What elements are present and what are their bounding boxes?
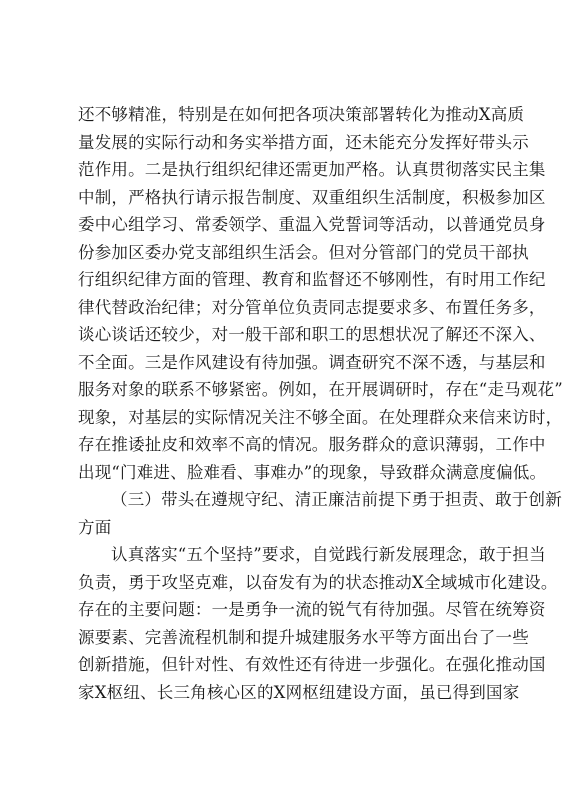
section-heading-line: 方面 [78, 517, 112, 537]
text-line: 源要素、完善流程机制和提升城建服务水平等方面出台了一些 [78, 627, 529, 647]
text-line: 存在的主要问题：一是勇争一流的锐气有待加强。尽管在统筹资 [78, 600, 546, 619]
text-line: 范作用。二是执行组织纪律还需更加严格。认真贯彻落实民主集 [78, 160, 546, 179]
section-heading-line: （三）带头在遵规守纪、清正廉洁前提下勇于担责、敢于创新 [111, 490, 562, 509]
text-line: 行组织纪律方面的管理、教育和监督还不够刚性，有时用工作纪 [78, 270, 546, 289]
text-line: 委中心组学习、常委领学、重温入党誓词等活动，以普通党员身 [78, 215, 546, 234]
text-line: 负责，勇于攻坚克难，以奋发有为的状态推动X全域城市化建设。 [78, 572, 558, 592]
text-line: 存在推诿扯皮和效率不高的情况。服务群众的意识薄弱，工作中 [78, 435, 546, 454]
text-line: 份参加区委办党支部组织生活会。但对分管部门的党员干部执 [78, 242, 529, 262]
text-line: 律代替政治纪律；对分管单位负责同志提要求多、布置任务多， [78, 297, 546, 317]
text-line: 出现“门难进、脸难看、事难办”的现象，导致群众满意度偏低。 [78, 462, 547, 482]
text-line: 服务对象的联系不够紧密。例如，在开展调研时，存在“走马观花” [78, 380, 563, 399]
text-line: 不全面。三是作风建设有待加强。调查研究不深不透，与基层和 [78, 352, 546, 372]
text-line: 创新措施，但针对性、有效性还有待进一步强化。在强化推动国 [78, 655, 546, 674]
text-line: 量发展的实际行动和务实举措方面，还未能充分发挥好带头示 [78, 132, 529, 152]
text-line: 还不够精准，特别是在如何把各项决策部署转化为推动X高质 [78, 105, 525, 124]
text-line: 谈心谈话还较少，对一般干部和职工的思想状况了解还不深入、 [78, 325, 546, 344]
text-line: 家X枢纽、长三角核心区的X网枢纽建设方面，虽已得到国家 [78, 682, 520, 702]
body-text [78, 101, 563, 706]
paragraph-first-line: 认真落实“五个坚持”要求，自觉践行新发展理念，敢于担当 [111, 545, 546, 564]
text-line: 中制，严格执行请示报告制度、双重组织生活制度，积极参加区 [78, 187, 546, 207]
text-line: 现象，对基层的实际情况关注不够全面。在处理群众来信来访时， [78, 407, 563, 427]
